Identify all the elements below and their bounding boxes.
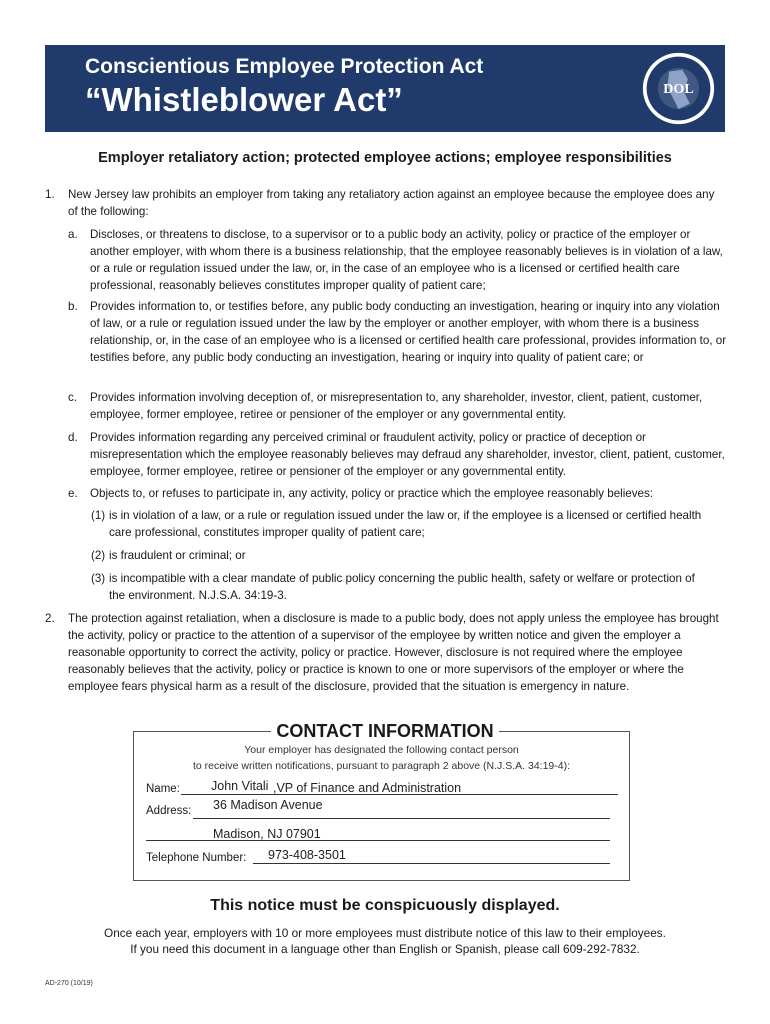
item-letter: e. (68, 487, 78, 500)
dol-seal-logo (641, 51, 716, 126)
item-text: Objects to, or refuses to participate in, any activity, policy or practice which the employee reasonably believes: (90, 487, 653, 500)
sub-list-item (91, 547, 711, 564)
display-notice: This notice must be conspicuously displayed. (210, 897, 560, 914)
footer-line: If you need this document in a language other than English or Spanish, please call 609-292-7832. (130, 942, 640, 956)
contact-note-line: to receive written notifications, pursuant to paragraph 2 above (N.J.S.A. 34:19-4): (192, 760, 571, 772)
item-letter: c. (68, 391, 78, 404)
header-banner (45, 45, 725, 132)
act-nickname: “Whistleblower Act” (85, 81, 403, 118)
list-item (68, 485, 728, 502)
paragraph-2 (45, 610, 725, 695)
sub-item-number: (3) (91, 572, 106, 585)
sub-item-number: (2) (91, 549, 106, 562)
list-item (68, 298, 728, 366)
item-text: Provides information to, or testifies before, any public body conducting an investigation, hearing or inquiry into any violation of law, or a rule or regulation issued under the law by the employer or another employer, with whom there is a business relationship, or, in the case of an employee who is a licensed or certified health care professional, provides information to, or testifies before, any public body conducting an investigation, hearing or inquiry into quality of patient care; or (90, 300, 727, 364)
contact-note (133, 742, 630, 774)
item-letter: d. (68, 431, 78, 444)
paragraph-text: New Jersey law prohibits an employer from taking any retaliatory action against an employee because the employee does any of the following: (68, 188, 715, 218)
title-value: ,VP of Finance and Administration (273, 781, 462, 795)
paragraph-1 (45, 186, 725, 220)
list-item (68, 389, 728, 423)
sub-list-item (91, 570, 711, 604)
section-heading: Employer retaliatory action; protected employee actions; employee responsibilities (98, 150, 672, 166)
contact-note-line: Your employer has designated the following contact person (244, 744, 519, 756)
item-letter: b. (68, 300, 78, 313)
svg-text:DOL: DOL (663, 81, 694, 98)
sub-item-number: (1) (91, 509, 106, 522)
contact-title: CONTACT INFORMATION (0, 721, 770, 742)
name-label: Name: (146, 783, 180, 795)
sub-list-item (91, 507, 711, 541)
list-item (68, 226, 728, 294)
footer-line: Once each year, employers with 10 or more employees must distribute notice of this law to their employees. (104, 926, 666, 940)
telephone-label: Telephone Number: (146, 852, 247, 864)
paragraph-number: 1. (45, 188, 55, 201)
sub-item-text: is fraudulent or criminal; or (109, 549, 246, 562)
paragraph-text: The protection against retaliation, when a disclosure is made to a public body, does not apply unless the employee has brought the activity, policy or practice to the attention of a supervisor of the employee by written notice and given the employer a reasonable opportunity to correct the activity, policy or practice. However, disclosure is not required where the employee reasonably believes that the activity, policy or practice is known to one or more supervisors of the employer or where the employee fears physical harm as a result of the disclosure, provided that the situation is emergency in nature. (68, 612, 719, 693)
form-code: AD-270 (10/19) (45, 980, 93, 987)
paragraph-number: 2. (45, 612, 55, 625)
telephone-value: 973-408-3501 (268, 848, 346, 862)
address-line-2-value: Madison, NJ 07901 (213, 827, 321, 841)
sub-item-text: is incompatible with a clear mandate of public policy concerning the public health, safety or welfare or protection of the environment. N.J.S.A. 34:19-3. (109, 572, 695, 602)
list-item (68, 429, 728, 480)
address-label: Address: (146, 805, 192, 817)
act-title: Conscientious Employee Protection Act (85, 55, 484, 78)
footer-note (0, 925, 770, 957)
item-letter: a. (68, 228, 78, 241)
item-text: Discloses, or threatens to disclose, to a supervisor or to a public body an activity, policy or practice of the employer or another employer, with whom there is a business relationship, that the employee reasonably believes is in violation of a law, or a rule or regulation issued under the law, or, in the case of an employee who is a licensed or certified health care professional, reasonably believes constitutes improper quality of patient care; (90, 228, 723, 292)
name-value: John Vitali (211, 779, 269, 793)
item-text: Provides information regarding any perceived criminal or fraudulent activity, policy or practice of deception or misrepresentation which the employee reasonably believes may defraud any shareholder, investor, client, patient, customer, employee, former employee, retiree or pensioner of the employer or any governmental entity. (90, 431, 725, 478)
sub-item-text: is in violation of a law, or a rule or regulation issued under the law or, if the employee is a licensed or certified health care professional, constitutes improper quality of patient care; (109, 509, 702, 539)
address-value: 36 Madison Avenue (213, 798, 323, 812)
item-text: Provides information involving deception of, or misrepresentation to, any shareholder, investor, client, patient, customer, employee, former employee, retiree or pensioner of the employer or any governmental entity. (90, 391, 703, 421)
